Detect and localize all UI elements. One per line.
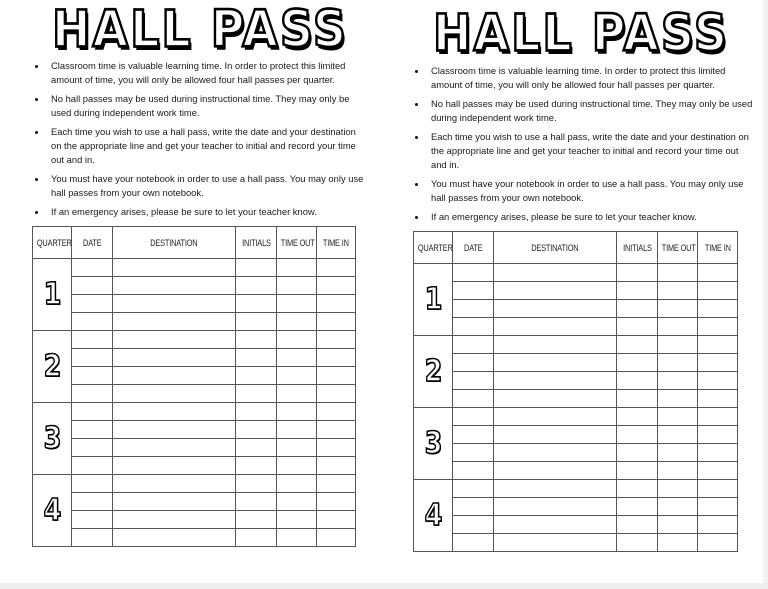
col-date-cell[interactable] — [72, 367, 113, 385]
col-date-cell[interactable] — [453, 462, 494, 480]
col-initials-cell[interactable] — [236, 439, 277, 457]
col-time-out-cell[interactable] — [277, 313, 317, 331]
col-time-in-cell[interactable] — [317, 511, 356, 529]
col-time-out-cell[interactable] — [277, 277, 317, 295]
col-time-in-cell[interactable] — [698, 390, 738, 408]
col-time-in-cell[interactable] — [317, 367, 356, 385]
col-time-out-cell[interactable] — [277, 295, 317, 313]
col-destination-cell[interactable] — [113, 349, 236, 367]
col-destination-cell[interactable] — [494, 372, 617, 390]
col-date-cell[interactable] — [72, 385, 113, 403]
col-time-out-cell[interactable] — [277, 403, 317, 421]
header-label: DESTINATION — [150, 237, 198, 248]
col-destination-cell[interactable] — [494, 462, 617, 480]
col-time-out-cell[interactable] — [658, 534, 698, 552]
col-date-cell[interactable] — [453, 498, 494, 516]
col-initials-cell[interactable] — [617, 264, 658, 282]
col-time-in-cell[interactable] — [698, 354, 738, 372]
rule-item: You must have your notebook in order to use a hall pass. You may only use hall passes from your own notebook. — [33, 172, 368, 200]
col-destination-cell[interactable] — [494, 480, 617, 498]
table-row — [414, 408, 738, 426]
col-time-out-cell[interactable] — [277, 493, 317, 511]
col-time-out-cell[interactable] — [658, 444, 698, 462]
col-date-cell[interactable] — [453, 408, 494, 426]
col-destination-cell[interactable] — [113, 421, 236, 439]
col-destination-cell[interactable] — [113, 493, 236, 511]
col-initials-cell[interactable] — [617, 444, 658, 462]
col-destination-cell[interactable] — [113, 295, 236, 313]
col-time-out-cell[interactable] — [658, 408, 698, 426]
table-header-row — [33, 227, 356, 259]
quarter-number: 1 — [424, 282, 442, 317]
hall-pass-log-table — [32, 226, 356, 547]
col-date-cell[interactable] — [453, 354, 494, 372]
col-time-in-cell[interactable] — [317, 403, 356, 421]
col-initials-cell[interactable] — [617, 408, 658, 426]
col-destination-cell[interactable] — [113, 439, 236, 457]
col-date-cell[interactable] — [453, 282, 494, 300]
col-time-out-cell[interactable] — [658, 318, 698, 336]
col-date-header — [453, 232, 494, 264]
col-date-cell[interactable] — [453, 318, 494, 336]
col-destination-header — [113, 227, 236, 259]
col-time-in-cell[interactable] — [317, 349, 356, 367]
col-date-cell[interactable] — [453, 390, 494, 408]
col-time-in-cell[interactable] — [698, 444, 738, 462]
table-row — [33, 529, 356, 547]
col-date-cell[interactable] — [453, 444, 494, 462]
table-row — [33, 259, 356, 277]
header-label: INITIALS — [241, 237, 271, 248]
col-initials-cell[interactable] — [236, 529, 277, 547]
col-time-in-cell[interactable] — [317, 421, 356, 439]
col-time-in-cell[interactable] — [698, 408, 738, 426]
col-destination-cell[interactable] — [494, 282, 617, 300]
quarter-number: 1 — [43, 277, 61, 312]
col-initials-cell[interactable] — [617, 354, 658, 372]
quarter-number: 4 — [43, 493, 61, 528]
col-initials-header — [617, 232, 658, 264]
header-label: INITIALS — [622, 242, 652, 253]
page-edge-right — [763, 0, 768, 589]
col-destination-cell[interactable] — [494, 426, 617, 444]
col-initials-cell[interactable] — [617, 498, 658, 516]
col-time-in-cell[interactable] — [317, 385, 356, 403]
col-destination-cell[interactable] — [494, 264, 617, 282]
quarter-number-cell — [414, 264, 453, 336]
quarter-number: 3 — [43, 421, 61, 456]
col-time-in-cell[interactable] — [317, 331, 356, 349]
table-row — [33, 439, 356, 457]
col-time-in-cell[interactable] — [317, 295, 356, 313]
col-initials-cell[interactable] — [236, 493, 277, 511]
col-initials-cell[interactable] — [236, 421, 277, 439]
col-destination-cell[interactable] — [113, 529, 236, 547]
table-row — [33, 421, 356, 439]
col-time-out-cell[interactable] — [277, 529, 317, 547]
col-initials-cell[interactable] — [617, 300, 658, 318]
col-time-in-cell[interactable] — [698, 516, 738, 534]
page-edge-bottom — [0, 583, 768, 589]
rules-list — [413, 64, 753, 229]
col-initials-cell[interactable] — [236, 259, 277, 277]
col-date-cell[interactable] — [72, 529, 113, 547]
col-date-cell[interactable] — [72, 259, 113, 277]
table-row — [33, 475, 356, 493]
col-date-cell[interactable] — [453, 426, 494, 444]
table-row — [33, 367, 356, 385]
col-time-in-cell[interactable] — [317, 493, 356, 511]
col-time-out-cell[interactable] — [277, 421, 317, 439]
rule-item: Each time you wish to use a hall pass, write the date and your destination on the appropriate line and get your teacher to initial and record your time out and in. — [33, 125, 368, 167]
quarter-number: 4 — [424, 498, 442, 533]
col-quarter-header — [414, 232, 453, 264]
rule-item: Classroom time is valuable learning time. In order to protect this limited amount of time, you will only be allowed four hall passes per quarter. — [33, 59, 368, 87]
col-date-cell[interactable] — [453, 534, 494, 552]
col-initials-cell[interactable] — [617, 516, 658, 534]
col-destination-cell[interactable] — [494, 318, 617, 336]
quarter-number: 2 — [43, 349, 61, 384]
col-initials-cell[interactable] — [617, 318, 658, 336]
col-date-header — [72, 227, 113, 259]
col-time-in-cell[interactable] — [698, 336, 738, 354]
table-header-row — [414, 232, 738, 264]
col-time-out-cell[interactable] — [277, 349, 317, 367]
col-destination-cell[interactable] — [113, 385, 236, 403]
col-time-out-cell[interactable] — [658, 264, 698, 282]
col-time-out-cell[interactable] — [658, 300, 698, 318]
quarter-number-cell — [414, 336, 453, 408]
col-destination-cell[interactable] — [113, 403, 236, 421]
col-initials-cell[interactable] — [236, 367, 277, 385]
col-destination-cell[interactable] — [494, 336, 617, 354]
quarter-number: 2 — [424, 354, 442, 389]
col-time-in-cell[interactable] — [317, 457, 356, 475]
header-label: QUARTER — [417, 242, 453, 253]
table-row — [33, 493, 356, 511]
col-initials-cell[interactable] — [617, 336, 658, 354]
col-destination-header — [494, 232, 617, 264]
table-row — [414, 300, 738, 318]
col-time-out-cell[interactable] — [277, 385, 317, 403]
col-initials-cell[interactable] — [236, 403, 277, 421]
table-row — [414, 264, 738, 282]
rule-item: No hall passes may be used during instructional time. They may only be used during independent work time. — [33, 92, 368, 120]
col-initials-cell[interactable] — [617, 480, 658, 498]
col-time-in-cell[interactable] — [317, 277, 356, 295]
table-row — [33, 403, 356, 421]
col-destination-cell[interactable] — [113, 277, 236, 295]
table-row — [414, 480, 738, 498]
col-time-out-cell[interactable] — [658, 390, 698, 408]
col-time-in-cell[interactable] — [698, 282, 738, 300]
quarter-number-cell — [33, 475, 72, 547]
col-date-cell[interactable] — [72, 421, 113, 439]
col-time-out-cell[interactable] — [658, 336, 698, 354]
quarter-number-cell — [414, 408, 453, 480]
table-row — [414, 534, 738, 552]
col-time-in-cell[interactable] — [698, 264, 738, 282]
header-label: TIME OUT — [280, 237, 315, 248]
col-destination-cell[interactable] — [494, 498, 617, 516]
col-date-cell[interactable] — [72, 331, 113, 349]
col-time-in-cell[interactable] — [698, 462, 738, 480]
col-date-cell[interactable] — [72, 439, 113, 457]
table-row — [414, 282, 738, 300]
col-initials-cell[interactable] — [236, 349, 277, 367]
header-label: TIME IN — [323, 237, 349, 248]
table-row — [414, 354, 738, 372]
header-label: DESTINATION — [531, 242, 579, 253]
col-destination-cell[interactable] — [113, 259, 236, 277]
table-row — [33, 385, 356, 403]
header-label: QUARTER — [36, 237, 72, 248]
rule-item: No hall passes may be used during instructional time. They may only be used during independent work time. — [413, 97, 753, 125]
col-destination-cell[interactable] — [494, 354, 617, 372]
col-time-in-cell[interactable] — [317, 259, 356, 277]
col-initials-header — [236, 227, 277, 259]
col-time-in-cell[interactable] — [317, 475, 356, 493]
rule-item: If an emergency arises, please be sure to let your teacher know. — [33, 205, 368, 219]
col-date-cell[interactable] — [72, 457, 113, 475]
table-row — [33, 295, 356, 313]
col-initials-cell[interactable] — [617, 390, 658, 408]
table-row — [414, 336, 738, 354]
col-time-out-cell[interactable] — [277, 457, 317, 475]
col-initials-cell[interactable] — [236, 331, 277, 349]
hall-pass-title: HALL PASS — [52, 0, 349, 59]
col-initials-cell[interactable] — [617, 372, 658, 390]
col-initials-cell[interactable] — [236, 313, 277, 331]
col-initials-cell[interactable] — [236, 475, 277, 493]
col-destination-cell[interactable] — [113, 475, 236, 493]
quarter-number-cell — [33, 331, 72, 403]
table-row — [414, 498, 738, 516]
rules-list — [33, 59, 368, 224]
col-date-cell[interactable] — [72, 475, 113, 493]
col-date-cell[interactable] — [453, 480, 494, 498]
col-time-out-cell[interactable] — [658, 372, 698, 390]
rule-item: Classroom time is valuable learning time. In order to protect this limited amount of time, you will only be allowed four hall passes per quarter. — [413, 64, 753, 92]
col-time-out-header — [658, 232, 698, 264]
table-row — [414, 516, 738, 534]
col-destination-cell[interactable] — [494, 408, 617, 426]
col-initials-cell[interactable] — [236, 457, 277, 475]
header-label: TIME OUT — [661, 242, 696, 253]
col-date-cell[interactable] — [72, 511, 113, 529]
col-time-out-cell[interactable] — [658, 282, 698, 300]
col-initials-cell[interactable] — [236, 295, 277, 313]
hall-pass-log-table — [413, 231, 738, 552]
col-time-out-cell[interactable] — [658, 426, 698, 444]
col-time-in-cell[interactable] — [317, 439, 356, 457]
col-initials-cell[interactable] — [236, 277, 277, 295]
col-time-out-cell[interactable] — [277, 511, 317, 529]
col-time-in-cell[interactable] — [698, 372, 738, 390]
col-time-out-cell[interactable] — [658, 498, 698, 516]
col-time-out-cell[interactable] — [658, 516, 698, 534]
col-date-cell[interactable] — [72, 403, 113, 421]
rule-item: If an emergency arises, please be sure to let your teacher know. — [413, 210, 753, 224]
col-time-out-header — [277, 227, 317, 259]
col-time-out-cell[interactable] — [277, 475, 317, 493]
col-date-cell[interactable] — [72, 493, 113, 511]
col-initials-cell[interactable] — [236, 385, 277, 403]
col-time-in-header — [698, 232, 738, 264]
col-time-in-header — [317, 227, 356, 259]
col-time-out-cell[interactable] — [658, 480, 698, 498]
quarter-number: 3 — [424, 426, 442, 461]
col-destination-cell[interactable] — [494, 516, 617, 534]
table-row — [33, 349, 356, 367]
table-row — [414, 390, 738, 408]
col-quarter-header — [33, 227, 72, 259]
table-row — [414, 444, 738, 462]
col-destination-cell[interactable] — [494, 444, 617, 462]
table-row — [414, 318, 738, 336]
col-date-cell[interactable] — [453, 516, 494, 534]
col-destination-cell[interactable] — [494, 390, 617, 408]
col-time-out-cell[interactable] — [277, 439, 317, 457]
col-date-cell[interactable] — [453, 300, 494, 318]
quarter-number-cell — [33, 259, 72, 331]
col-time-in-cell[interactable] — [317, 529, 356, 547]
col-date-cell[interactable] — [453, 264, 494, 282]
col-time-in-cell[interactable] — [698, 426, 738, 444]
col-time-out-cell[interactable] — [277, 259, 317, 277]
col-date-cell[interactable] — [72, 313, 113, 331]
rule-item: You must have your notebook in order to use a hall pass. You may only use hall passes from your own notebook. — [413, 177, 753, 205]
table-row — [414, 372, 738, 390]
col-date-cell[interactable] — [453, 336, 494, 354]
col-time-in-cell[interactable] — [698, 480, 738, 498]
table-row — [414, 426, 738, 444]
header-label: DATE — [82, 237, 102, 248]
col-time-out-cell[interactable] — [658, 354, 698, 372]
col-destination-cell[interactable] — [113, 331, 236, 349]
col-initials-cell[interactable] — [617, 534, 658, 552]
table-row — [414, 462, 738, 480]
col-date-cell[interactable] — [453, 372, 494, 390]
col-date-cell[interactable] — [72, 349, 113, 367]
hall-pass-title: HALL PASS — [433, 3, 730, 63]
table-row — [33, 313, 356, 331]
table-row — [33, 511, 356, 529]
col-time-out-cell[interactable] — [277, 331, 317, 349]
header-label: TIME IN — [704, 242, 731, 253]
header-label: DATE — [463, 242, 483, 253]
col-date-cell[interactable] — [72, 277, 113, 295]
col-initials-cell[interactable] — [617, 282, 658, 300]
col-time-out-cell[interactable] — [277, 367, 317, 385]
col-date-cell[interactable] — [72, 295, 113, 313]
quarter-number-cell — [33, 403, 72, 475]
col-destination-cell[interactable] — [113, 367, 236, 385]
col-time-in-cell[interactable] — [698, 534, 738, 552]
col-destination-cell[interactable] — [494, 300, 617, 318]
quarter-number-cell — [414, 480, 453, 552]
col-destination-cell[interactable] — [113, 511, 236, 529]
table-row — [33, 457, 356, 475]
col-time-in-cell[interactable] — [698, 300, 738, 318]
rule-item: Each time you wish to use a hall pass, write the date and your destination on the appropriate line and get your teacher to initial and record your time out and in. — [413, 130, 753, 172]
col-time-out-cell[interactable] — [658, 462, 698, 480]
table-row — [33, 277, 356, 295]
col-destination-cell[interactable] — [113, 457, 236, 475]
table-row — [33, 331, 356, 349]
col-time-in-cell[interactable] — [317, 313, 356, 331]
col-initials-cell[interactable] — [236, 511, 277, 529]
col-initials-cell[interactable] — [617, 462, 658, 480]
col-destination-cell[interactable] — [113, 313, 236, 331]
col-destination-cell[interactable] — [494, 534, 617, 552]
col-time-in-cell[interactable] — [698, 498, 738, 516]
col-time-in-cell[interactable] — [698, 318, 738, 336]
col-initials-cell[interactable] — [617, 426, 658, 444]
